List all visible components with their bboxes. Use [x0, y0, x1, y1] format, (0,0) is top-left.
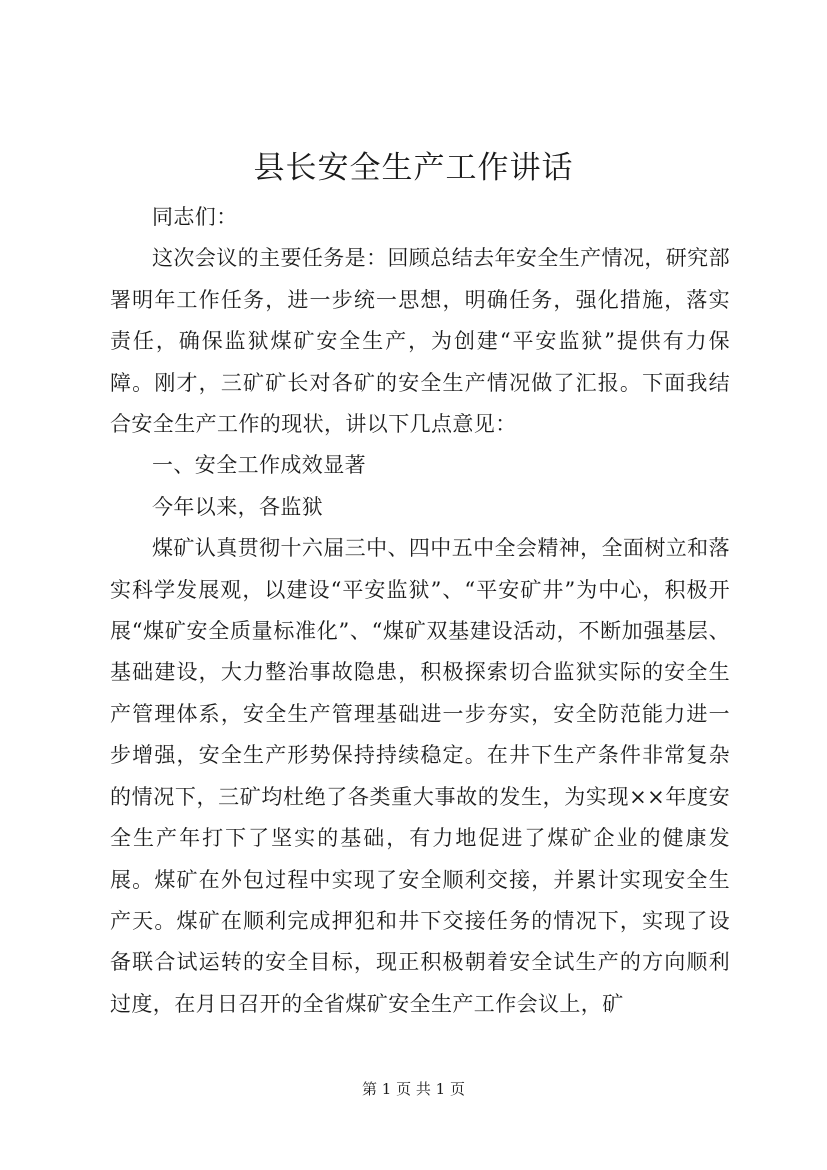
page-number-footer: 第 1 页 共 1 页	[362, 1080, 465, 1098]
document-title: 县长安全生产工作讲话	[253, 150, 574, 186]
body-paragraph: 今年以来，各监狱	[152, 494, 324, 519]
body-paragraph: 这次会议的主要任务是：回顾总结去年安全生产情况，研究部署明年工作任务，进一步统一思想，明确任务，强化措施，落实责任，确保监狱煤矿安全生产，为创建“平安监狱”提供有力保障。刚才，三矿矿长对各矿的安全生产情况做了汇报。下面我结合安全生产工作的现状，讲以下几点意见：	[110, 246, 730, 437]
document-body	[110, 197, 730, 1025]
body-paragraph: 煤矿认真贯彻十六届三中、四中五中全会精神，全面树立和落实科学发展观，以建设“平安监狱”、“平安矿井”为中心，积极开展“煤矿安全质量标准化”、“煤矿双基建设活动，不断加强基层、基础建设，大力整治事故隐患，积极探索切合监狱实际的安全生产管理体系，安全生产管理基础进一步夯实，安全防范能力进一步增强，安全生产形势保持持续稳定。在井下生产条件非常复杂的情况下，三矿均杜绝了各类重大事故的发生，为实现××年度安全生产年打下了坚实的基础，有力地促进了煤矿企业的健康发展。煤矿在外包过程中实现了安全顺利交接，并累计实现安全生产天。煤矿在顺利完成押犯和井下交接任务的情况下，实现了设备联合试运转的安全目标，现正积极朝着安全试生产的方向顺利过度，在月日召开的全省煤矿安全生产工作会议上，矿	[110, 536, 730, 1016]
salutation-paragraph: 同志们：	[152, 205, 238, 229]
section-heading: 一、安全工作成效显著	[152, 453, 366, 478]
